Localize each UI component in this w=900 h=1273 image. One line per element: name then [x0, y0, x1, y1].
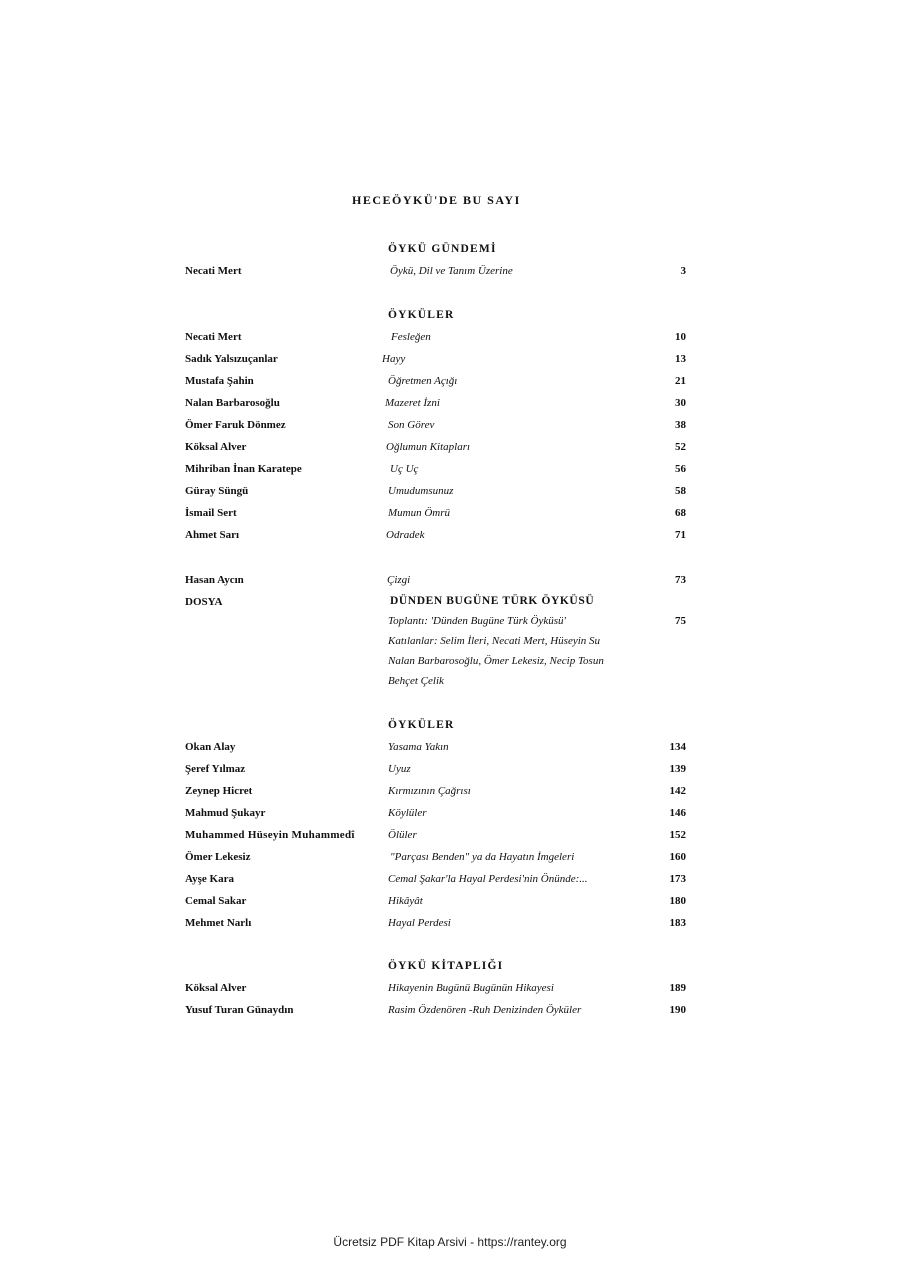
- entry-title: Hayal Perdesi: [388, 917, 451, 929]
- entry-author: Mehmet Narlı: [185, 917, 252, 929]
- footer-text: Ücretsiz PDF Kitap Arsivi - https://rantey.org: [333, 1235, 567, 1249]
- entry-page: 56: [675, 463, 686, 475]
- entry-page: 139: [669, 763, 686, 775]
- entry-page: 52: [675, 441, 686, 453]
- entry-page: 160: [669, 851, 686, 863]
- entry-page: 71: [675, 529, 686, 541]
- entry-title: Mazeret İzni: [385, 397, 440, 409]
- entry-title: Odradek: [386, 529, 425, 541]
- entry-author: Zeynep Hicret: [185, 785, 253, 797]
- entry-title: Fesleğen: [391, 331, 431, 343]
- entry-author: Şeref Yılmaz: [185, 763, 246, 775]
- entry-page: 152: [669, 829, 686, 841]
- entry-author: Okan Alay: [185, 741, 236, 753]
- section-heading-oykuler-2: ÖYKÜLER: [388, 719, 455, 731]
- entry-page: 73: [675, 574, 686, 586]
- entry-title: Köylüler: [388, 807, 427, 819]
- entry-author: Ahmet Sarı: [185, 529, 240, 541]
- entry-author: Muhammed Hüseyin Muhammedî: [185, 829, 355, 841]
- entry-title: Öğretmen Açığı: [388, 375, 458, 387]
- entry-author: Mustafa Şahin: [185, 375, 254, 387]
- entry-title: Öykü, Dil ve Tanım Üzerine: [390, 265, 513, 277]
- entry-title: Umudumsunuz: [388, 485, 454, 497]
- entry-author: Nalan Barbarosoğlu: [185, 397, 280, 409]
- entry-title: "Parçası Benden" ya da Hayatın İmgeleri: [390, 851, 575, 863]
- entry-title: Cemal Şakar'la Hayal Perdesi'nin Önünde:...: [388, 873, 588, 885]
- entry-page: 13: [675, 353, 686, 365]
- entry-page: 68: [675, 507, 686, 519]
- entry-page: 190: [669, 1004, 686, 1016]
- section-heading-gundem: ÖYKÜ GÜNDEMİ: [388, 243, 497, 255]
- entry-title: Mumun Ömrü: [388, 507, 451, 519]
- entry-title: Ölüler: [388, 829, 417, 841]
- entry-title: Hayy: [382, 353, 406, 365]
- entry-author: Güray Süngü: [185, 485, 249, 497]
- entry-author: Mahmud Şukayr: [185, 807, 266, 819]
- entry-author: İsmail Sert: [185, 507, 237, 519]
- entry-title: Hikâyât: [388, 895, 423, 907]
- entry-author: Sadık Yalsızuçanlar: [185, 353, 278, 365]
- entry-page: 38: [675, 419, 686, 431]
- entry-page: 58: [675, 485, 686, 497]
- entry-author: Ömer Faruk Dönmez: [185, 419, 286, 431]
- entry-page: 3: [680, 265, 686, 277]
- entry-author: Necati Mert: [185, 331, 242, 343]
- entry-page: 134: [669, 741, 686, 753]
- entry-title: Hikayenin Bugünü Bugünün Hikayesi: [388, 982, 554, 994]
- entry-page: 180: [669, 895, 686, 907]
- entry-title: Uç Uç: [390, 463, 419, 475]
- page-title: HECEÖYKÜ'DE BU SAYI: [352, 193, 521, 207]
- dosya-line: Nalan Barbarosoğlu, Ömer Lekesiz, Necip Tosun: [388, 655, 604, 667]
- section-heading-kitaplik: ÖYKÜ KİTAPLIĞI: [388, 960, 504, 972]
- entry-page: 142: [669, 785, 686, 797]
- entry-page: 10: [675, 331, 686, 343]
- entry-title: Rasim Özdenören -Ruh Denizinden Öyküler: [388, 1004, 582, 1016]
- dosya-line: Katılanlar: Selim İleri, Necati Mert, Hüseyin Su: [388, 635, 601, 647]
- entry-page: 21: [675, 375, 686, 387]
- entry-author: Hasan Aycın: [185, 574, 244, 586]
- entry-author: Necati Mert: [185, 265, 242, 277]
- dosya-label: DOSYA: [185, 596, 223, 608]
- entry-author: Cemal Sakar: [185, 895, 247, 907]
- entry-title: Uyuz: [388, 763, 411, 775]
- section-heading-oykuler: ÖYKÜLER: [388, 309, 455, 321]
- entry-author: Ayşe Kara: [185, 873, 234, 885]
- entry-title: Oğlumun Kitapları: [386, 441, 471, 453]
- entry-author: Köksal Alver: [185, 982, 247, 994]
- dosya-line: Toplantı: 'Dünden Bugüne Türk Öyküsü': [388, 615, 566, 627]
- entry-author: Köksal Alver: [185, 441, 247, 453]
- entry-title: Çizgi: [387, 574, 411, 586]
- entry-author: Ömer Lekesiz: [185, 851, 251, 863]
- entry-author: Yusuf Turan Günaydın: [185, 1004, 294, 1016]
- entry-page: 146: [669, 807, 686, 819]
- dosya-page: 75: [675, 615, 686, 627]
- entry-page: 173: [669, 873, 686, 885]
- entry-page: 183: [669, 917, 686, 929]
- entry-page: 189: [669, 982, 686, 994]
- entry-page: 30: [675, 397, 686, 409]
- section-heading-dosya: DÜNDEN BUGÜNE TÜRK ÖYKÜSÜ: [390, 595, 595, 607]
- dosya-line: Behçet Çelik: [388, 675, 444, 687]
- entry-title: Kırmızının Çağrısı: [388, 785, 471, 797]
- entry-title: Son Görev: [388, 419, 435, 431]
- entry-author: Mihriban İnan Karatepe: [185, 463, 302, 475]
- entry-title: Yasama Yakın: [388, 741, 449, 753]
